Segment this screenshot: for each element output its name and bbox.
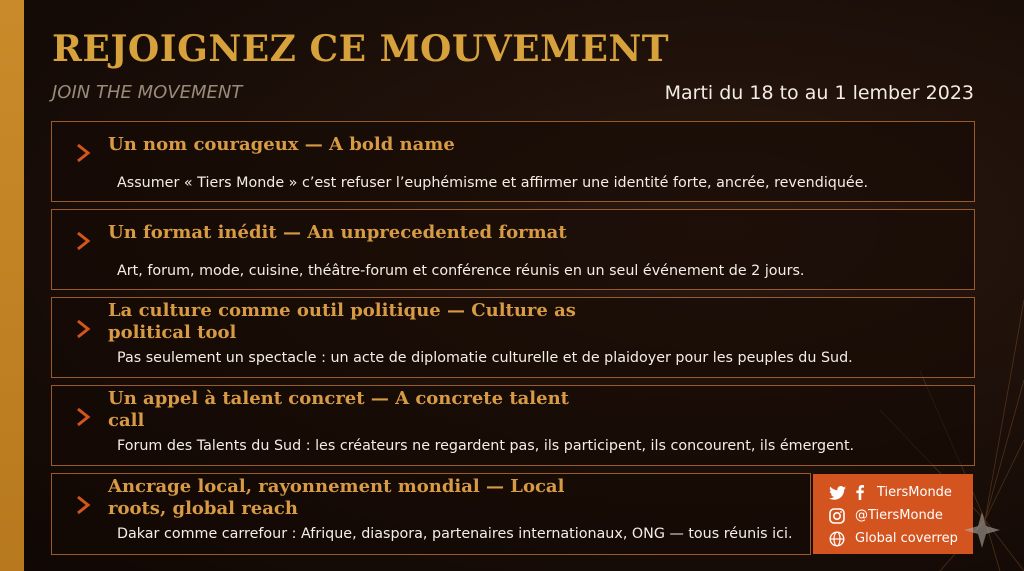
chevron-right-icon	[74, 142, 92, 164]
social-handle-instagram: @TiersMonde	[855, 508, 943, 523]
card-bold-name	[51, 121, 975, 202]
social-row-web[interactable]	[829, 527, 973, 550]
card-culture-political-tool	[51, 297, 975, 378]
card-description: Pas seulement un spectacle : un acte de diplomatie culturelle et de plaidoyer pour les peuples du Sud.	[117, 350, 853, 366]
card-heading: Un format inédit — An unprecedented format	[108, 222, 567, 243]
card-heading: Ancrage local, rayonnement mondial — Local roots, global reach	[108, 476, 565, 519]
event-date: Marti du 18 to au 1 lember 2023	[664, 82, 974, 104]
facebook-icon	[855, 485, 865, 500]
chevron-right-icon	[74, 318, 92, 340]
card-heading: Un nom courageux — A bold name	[108, 134, 455, 155]
social-row-instagram[interactable]	[829, 504, 973, 527]
card-local-roots	[51, 473, 811, 555]
card-description: Assumer « Tiers Monde » c’est refuser l’euphémisme et affirmer une identité forte, ancrée, revendiquée.	[117, 175, 869, 191]
card-heading: La culture comme outil politique — Culture as political tool	[108, 300, 576, 343]
card-description: Forum des Talents du Sud : les créateurs ne regardent pas, ils participent, ils concourent, ils émergent.	[117, 438, 855, 454]
globe-icon	[829, 531, 845, 547]
page-subtitle: JOIN THE MOVEMENT	[52, 82, 243, 103]
page-title: REJOIGNEZ CE MOUVEMENT	[52, 28, 670, 70]
chevron-right-icon	[74, 494, 92, 516]
card-unprecedented-format	[51, 209, 975, 290]
social-handle-twitter-facebook: TiersMonde	[877, 485, 952, 500]
social-row-twitter-facebook[interactable]	[829, 481, 973, 504]
card-heading: Un appel à talent concret — A concrete talent call	[108, 388, 569, 431]
card-description: Art, forum, mode, cuisine, théâtre-forum et conférence réunis en un seul événement de 2 jours.	[117, 263, 805, 279]
card-description: Dakar comme carrefour : Afrique, diaspora, partenaires internationaux, ONG — tous réunis ici.	[117, 526, 793, 542]
chevron-right-icon	[74, 230, 92, 252]
card-talent-call	[51, 385, 975, 466]
left-accent-bar	[0, 0, 24, 571]
chevron-right-icon	[74, 406, 92, 428]
social-links-box	[813, 474, 973, 554]
instagram-icon	[829, 508, 845, 524]
twitter-icon	[829, 486, 846, 500]
sparkle-icon	[962, 510, 1002, 550]
social-web-link: Global coverrep	[855, 531, 958, 546]
